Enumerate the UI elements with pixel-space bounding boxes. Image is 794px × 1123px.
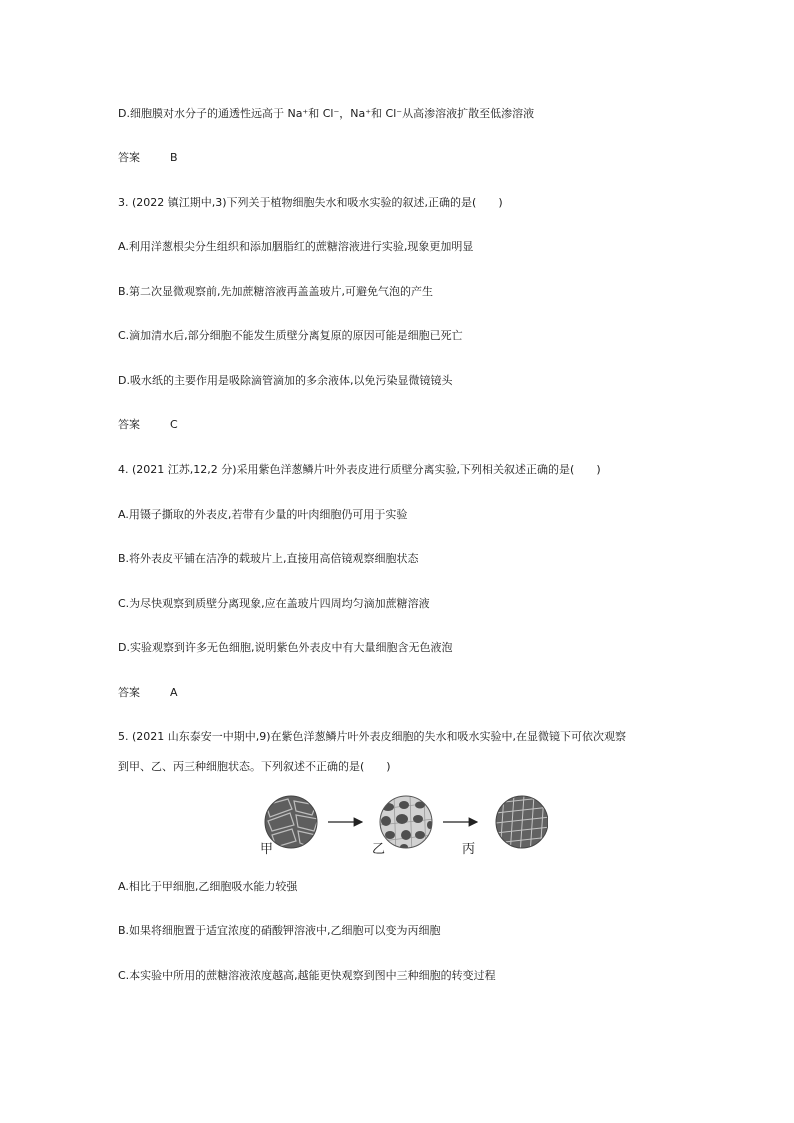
figure-label-bing: 丙 xyxy=(462,842,476,857)
q3-option-d: D.吸水纸的主要作用是吸除滴管滴加的多余液体,以免污染显微镜镜头 xyxy=(118,374,453,387)
answer-label: 答案 xyxy=(118,418,140,431)
cell-bing-circle xyxy=(496,795,548,855)
q4-option-d: D.实验观察到许多无色细胞,说明紫色外表皮中有大量细胞含无色液泡 xyxy=(118,641,453,654)
q3-option-c: C.滴加清水后,部分细胞不能发生质壁分离复原的原因可能是细胞已死亡 xyxy=(118,329,463,342)
q5-option-c: C.本实验中所用的蔗糖溶液浓度越高,越能更快观察到图中三种细胞的转变过程 xyxy=(118,969,496,982)
q4-stem: 4. (2021 江苏,12,2 分)采用紫色洋葱鳞片叶外表皮进行质壁分离实验,下列相关叙述正确的是( ) xyxy=(118,463,601,476)
q3-stem: 3. (2022 镇江期中,3)下列关于植物细胞失水和吸水实验的叙述,正确的是( ) xyxy=(118,196,503,209)
q4-answer xyxy=(118,686,178,700)
cell-yi-circle xyxy=(380,795,434,855)
q3-option-b: B.第二次显微观察前,先加蔗糖溶液再盖盖玻片,可避免气泡的产生 xyxy=(118,285,434,298)
figure-label-yi: 乙 xyxy=(372,842,386,857)
cell-state-figure xyxy=(258,795,548,859)
q3-answer xyxy=(118,418,178,432)
answer-value: A xyxy=(170,686,178,699)
q5-option-a: A.相比于甲细胞,乙细胞吸水能力较强 xyxy=(118,880,298,893)
q4-option-a: A.用镊子撕取的外表皮,若带有少量的叶肉细胞仍可用于实验 xyxy=(118,508,408,521)
figure-label-jia: 甲 xyxy=(260,842,274,857)
cell-jia-circle xyxy=(265,796,318,848)
answer-label: 答案 xyxy=(118,686,140,699)
q5-stem-line1: 5. (2021 山东泰安一中期中,9)在紫色洋葱鳞片叶外表皮细胞的失水和吸水实验中,在显微镜下可依次观察 xyxy=(118,730,627,743)
answer-value: C xyxy=(170,418,178,431)
q2-option-d: D.细胞膜对水分子的通透性远高于 Na⁺和 Cl⁻，Na⁺和 Cl⁻从高渗溶液扩散至低渗溶液 xyxy=(118,107,535,120)
q5-stem-line2: 到甲、乙、丙三种细胞状态。下列叙述不正确的是( ) xyxy=(118,760,391,773)
q5-option-b: B.如果将细胞置于适宜浓度的硝酸钾溶液中,乙细胞可以变为丙细胞 xyxy=(118,924,441,937)
q4-option-b: B.将外表皮平铺在洁净的载玻片上,直接用高倍镜观察细胞状态 xyxy=(118,552,419,565)
q2-answer xyxy=(118,151,178,165)
q4-option-c: C.为尽快观察到质壁分离现象,应在盖玻片四周均匀滴加蔗糖溶液 xyxy=(118,597,430,610)
answer-value: B xyxy=(170,151,178,164)
answer-label: 答案 xyxy=(118,151,140,164)
q3-option-a: A.利用洋葱根尖分生组织和添加胭脂红的蔗糖溶液进行实验,现象更加明显 xyxy=(118,240,474,253)
